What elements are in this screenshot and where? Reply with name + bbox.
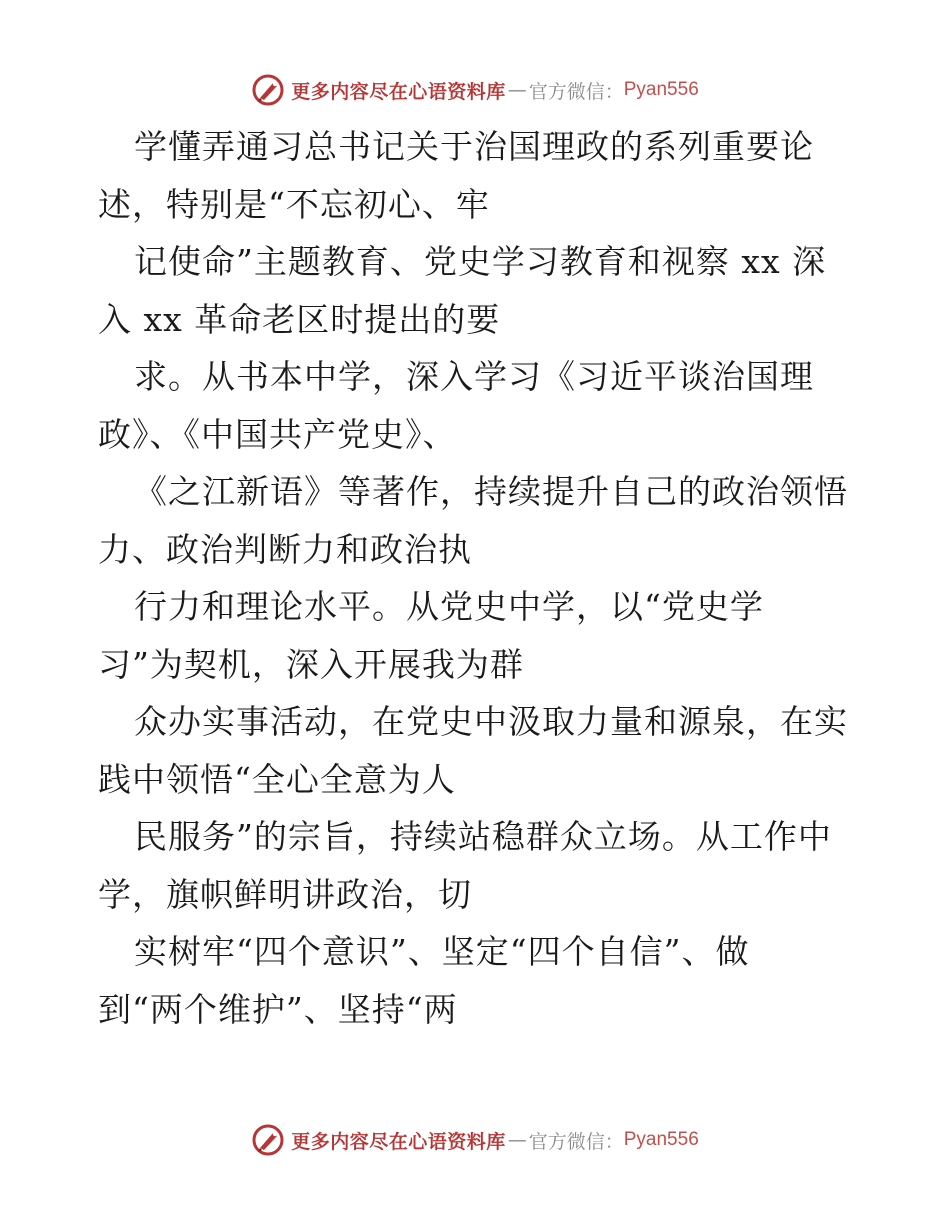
- watermark-separator: —: [507, 79, 527, 101]
- watermark-separator: —: [507, 1129, 527, 1151]
- body-line: 入 xx 革命老区时提出的要: [98, 299, 501, 339]
- body-line: 众办实事活动，在党史中汲取力量和源泉，在实: [134, 702, 848, 741]
- footer-watermark: [0, 1120, 950, 1160]
- body-line: 实树牢“四个意识”、坚定“四个自信”、做: [134, 932, 750, 971]
- body-line: 习”为契机，深入开展我为群: [98, 644, 524, 684]
- watermark-wechat-label: 官方微信：: [528, 1130, 624, 1153]
- document-body: [98, 118, 858, 1038]
- header-watermark: [0, 70, 950, 110]
- body-line: 到“两个维护”、坚持“两: [98, 989, 458, 1029]
- body-line: 践中领悟“全心全意为人: [98, 759, 456, 799]
- body-line: 力、政治判断力和政治执: [98, 529, 472, 569]
- body-line: 求。从书本中学，深入学习《习近平谈治国理: [134, 357, 814, 396]
- body-line: 政》、《中国共产党史》、: [98, 414, 457, 454]
- body-line: 行力和理论水平。从党史中学，以“党史学: [134, 587, 764, 626]
- watermark-wechat-label: 官方微信：: [528, 80, 624, 103]
- body-line: 学懂弄通习总书记关于治国理政的系列重要论: [134, 127, 814, 166]
- pen-logo-icon: [251, 1123, 285, 1157]
- body-line: 民服务”的宗旨，持续站稳群众立场。从工作中: [134, 817, 832, 856]
- body-line: 《之江新语》等著作，持续提升自己的政治领悟: [134, 472, 848, 511]
- pen-logo-icon: [251, 73, 285, 107]
- body-line: 记使命”主题教育、党史学习教育和视察 xx 深: [134, 242, 827, 281]
- watermark-site-name: 更多内容尽在心语资料库: [291, 1130, 506, 1153]
- watermark-wechat-id: Pyan556: [623, 79, 699, 100]
- watermark-site-name: 更多内容尽在心语资料库: [291, 80, 506, 103]
- watermark-wechat-id: Pyan556: [623, 1129, 699, 1150]
- body-line: 述，特别是“不忘初心、牢: [98, 184, 490, 224]
- body-line: 学，旗帜鲜明讲政治，切: [98, 874, 472, 914]
